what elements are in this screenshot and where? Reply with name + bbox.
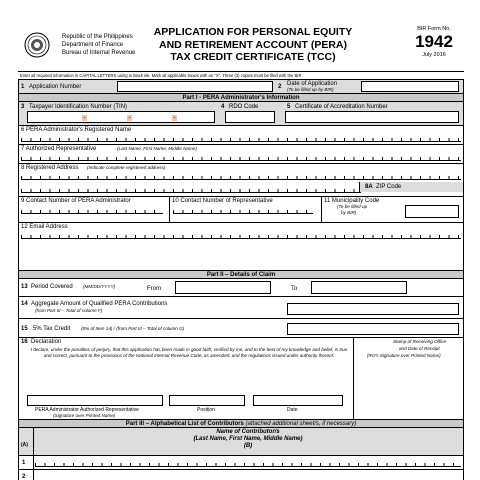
form-number-block — [404, 26, 464, 58]
row-representative — [19, 144, 463, 163]
zip-code-input[interactable] — [405, 205, 459, 218]
row-tin — [19, 101, 463, 125]
table-row — [19, 455, 463, 469]
admin-contact-input[interactable] — [21, 207, 163, 214]
item-number: 13 — [21, 284, 28, 290]
item-number: 5 — [287, 104, 291, 110]
stamp-label: Stamp of Receiving Office — [393, 339, 447, 344]
tin-input[interactable] — [27, 111, 215, 123]
representative-label: 7 Authorized Representative — [21, 146, 97, 152]
period-to-input[interactable] — [311, 281, 407, 294]
contributor-name-input[interactable] — [35, 460, 461, 467]
item-number: 15 — [21, 326, 28, 332]
date-of-application-label: Date of Application — [287, 81, 338, 87]
rep-contact-label: 10 Contact Number of Representative — [172, 198, 273, 204]
tin-separator: - — [128, 115, 131, 121]
divider — [353, 338, 354, 420]
form-header — [18, 22, 464, 72]
form-body — [18, 79, 464, 480]
form-title — [146, 26, 360, 64]
agency-line: Department of Finance — [62, 42, 124, 48]
aggregate-amount-input[interactable] — [287, 303, 459, 315]
form-number: 1942 — [415, 32, 453, 51]
row-number: 2 — [22, 474, 26, 480]
period-from-input[interactable] — [175, 281, 271, 294]
row-address — [19, 163, 463, 196]
admin-contact-label: 9 Contact Number of PERA Administrator — [21, 198, 131, 204]
representative-note: (Last Name, First Name, Middle Name) — [117, 146, 197, 151]
date-label: Date — [287, 407, 298, 413]
row-tax-credit — [19, 318, 463, 337]
municipality-note: (To be filled-up — [337, 204, 368, 209]
row-registered-name — [19, 125, 463, 144]
row-contacts — [19, 196, 463, 222]
date-of-application-note: (To be filled up by BIR) — [287, 87, 334, 92]
accreditation-label: Certificate of Accreditation Number — [295, 104, 388, 110]
title-line: TAX CREDIT CERTIFICATE (TCC) — [170, 51, 336, 63]
to-label: To — [291, 286, 298, 292]
agency-line: Bureau of Internal Revenue — [62, 50, 136, 56]
from-label: From — [147, 286, 161, 292]
zip-label-cell — [359, 182, 463, 192]
rep-contact-input[interactable] — [173, 207, 313, 214]
declaration-label: Declaration — [31, 339, 62, 345]
position-label: Position — [197, 407, 215, 413]
rdo-code-label: RDO Code — [229, 104, 259, 110]
date-input[interactable] — [253, 395, 343, 406]
form-label: BIR Form No. — [417, 26, 451, 32]
part3-note: (attached additional sheet/s, if necessary) — [245, 421, 357, 427]
position-input[interactable] — [169, 395, 245, 406]
email-label: 12 Email Address — [21, 224, 68, 230]
tax-credit-input[interactable] — [287, 323, 459, 335]
address-input-line-1[interactable] — [21, 173, 461, 180]
signature-label: PERA Administrator Authorized Representative — [35, 407, 139, 413]
column-a-label: (A) — [21, 442, 28, 448]
signature-input[interactable] — [27, 395, 163, 406]
table-row — [19, 469, 463, 480]
aggregate-label: Aggregate Amount of Qualified PERA Contributions — [31, 301, 168, 307]
item-number: 2 — [278, 84, 282, 90]
row-email — [19, 222, 463, 241]
divider — [33, 456, 34, 470]
application-number-label: Application Number — [29, 84, 82, 90]
agency-block — [62, 33, 135, 57]
agency-line: Republic of the Philippines — [62, 34, 133, 40]
address-input-line-2[interactable] — [21, 186, 361, 193]
divider — [321, 197, 322, 223]
column-b-line: (Last Name, First Name, Middle Name) — [193, 436, 303, 442]
zip-code-label: ZIP Code — [376, 184, 402, 190]
application-number-input[interactable] — [117, 81, 273, 92]
column-b-line: Name of Contributor/s — [216, 429, 280, 435]
declaration-text: I declare, under the penalties of perjury, that this application has been made in good faith, verified by me, and to the best of my knowledge and belief, is true and correct, pursuant to the provisions of the National Internal Revenue Code, as amended, and the regulations issued under authority thereof. — [30, 347, 348, 358]
item-number: 16 — [21, 339, 28, 345]
divider — [169, 197, 170, 223]
stamp-label: (RO's Signature over Printed Name) — [367, 353, 441, 358]
municipality-code-label: 11 Municipality Code — [324, 198, 380, 204]
item-number: 14 — [21, 301, 28, 307]
period-label: Period Covered — [31, 284, 73, 290]
title-line: AND RETIREMENT ACCOUNT (PERA) — [158, 38, 348, 51]
form-version: July 2016 — [422, 52, 446, 58]
divider — [33, 470, 34, 480]
title-line: APPLICATION FOR PERSONAL EQUITY — [153, 26, 353, 38]
tin-separator: - — [173, 115, 176, 121]
row-declaration — [19, 337, 463, 419]
registered-name-label: 6 PERA Administrator's Registered Name — [21, 127, 132, 133]
row-aggregate — [19, 296, 463, 318]
row-period — [19, 278, 463, 296]
email-input[interactable] — [21, 232, 461, 239]
item-number: 8A — [365, 184, 373, 190]
part3-column-headers — [19, 427, 463, 455]
part3-title: Part III – Alphabetical List of Contributors — [125, 421, 244, 427]
row-application — [19, 79, 463, 93]
period-note: (MM/DD/YYYY) — [83, 284, 116, 289]
address-label: 8 Registered Address — [21, 165, 79, 171]
signature-note: (Signature over Printed Name) — [53, 413, 116, 418]
tax-credit-note: (5% of Item 14) / (from Part III – Total of column G) — [81, 326, 185, 331]
representative-input[interactable] — [21, 154, 461, 161]
rdo-code-input[interactable] — [225, 111, 275, 123]
instructions: Enter all required information in CAPITAL LETTERS using in black ink. Mark all applicable boxes with an "X". Three (3) copies must be filed with the BIR. — [18, 71, 464, 79]
item-number: 3 — [21, 104, 25, 110]
column-b-line: (B) — [243, 443, 253, 449]
tax-credit-label: 5% Tax Credit — [33, 326, 71, 332]
stamp-label: and Date of Receipt — [399, 346, 440, 351]
tin-label: Taxpayer Identification Number (TIN) — [29, 104, 128, 110]
item-number: 1 — [21, 84, 25, 90]
municipality-note: by BIR) — [341, 210, 357, 215]
part2-header: Part II – Details of Claim — [19, 270, 463, 278]
accreditation-input[interactable] — [285, 111, 459, 123]
item-number: 4 — [221, 104, 225, 110]
part3-header — [19, 419, 463, 427]
aggregate-note: (from Part III – Total of column F) — [35, 308, 103, 313]
registered-name-input[interactable] — [21, 135, 461, 142]
row-number: 1 — [22, 460, 26, 466]
date-of-application-input[interactable] — [361, 81, 459, 92]
part1-header: Part I - PERA Administrator's Information — [19, 93, 463, 101]
tin-separator: - — [83, 115, 86, 121]
bir-seal-icon — [24, 32, 50, 58]
column-b-header — [33, 429, 463, 450]
address-note: (Indicate complete registered address) — [87, 165, 166, 170]
